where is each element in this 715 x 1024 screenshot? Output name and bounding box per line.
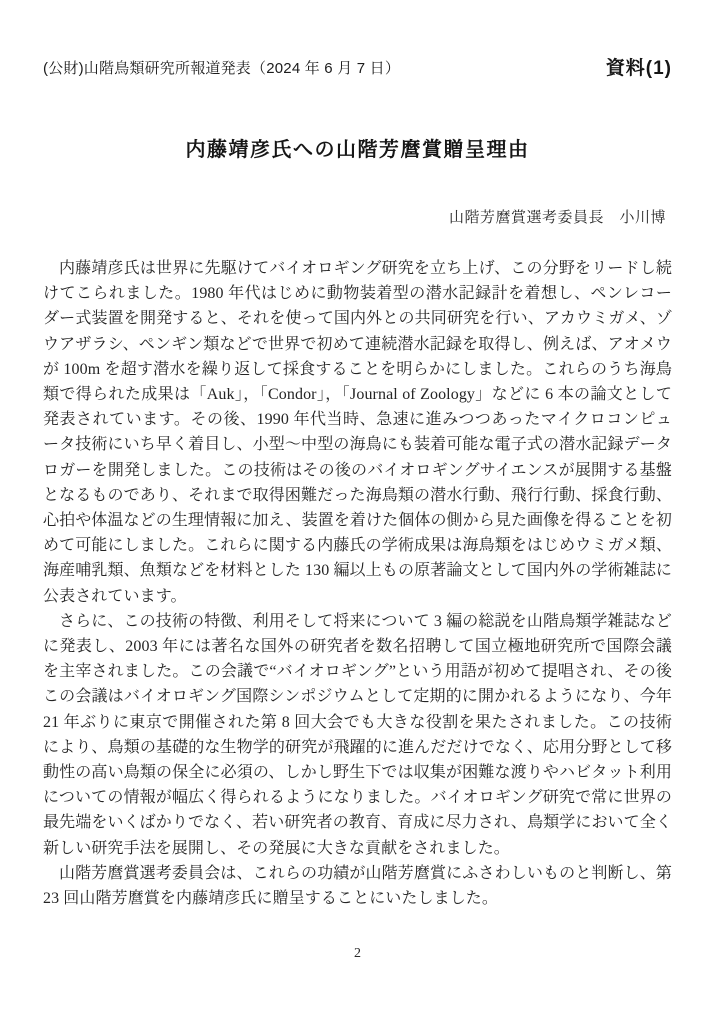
document-title: 内藤靖彦氏への山階芳麿賞贈呈理由 [185,139,530,161]
body-paragraph-1: 内藤靖彦氏は世界に先駆けてバイオロギング研究を立ち上げ、この分野をリードし続けてこられました。1980 年代はじめに動物装着型の潜水記録計を着想し、ペンレコーダー式装置を開発すると、それを使って国内外との共同研究を行い、アカウミガメ、ゾウアザラシ、ペンギン類などで世界で初めて連続潜水記録を取得し、例えば、アオメウが 100m を超す潜水を繰り返して採食することを明らかにしました。これらのうち海鳥類で得られた成果は「Auk」，「Condor」，「Journal of Zoology」などに 6 本の論文として発表されています。その後、1990 年代当時、急速に進みつつあったマイクロコンピュータ技術にいち早く着目し、小型～中型の海鳥にも装着可能な電子式の潜水記録データロガーを開発しました。この技術はその後のバイオロギングサイエンスが展開する基盤となるものであり、それまで取得困難だった海鳥類の潜水行動、飛行行動、採食行動、心拍や体温などの生理情報に加え、装置を着けた個体の側から見た画像を得ることを初めて可能にしました。これらに関する内藤氏の学術成果は海鳥類をはじめウミガメ類、海産哺乳類、魚類などを材料とした 130 編以上もの原著論文として国内外の学術雑誌に公表されています。 [43,260,672,605]
body-paragraph-2: さらに、この技術の特徴、利用そして将来について 3 編の総説を山階鳥類学雑誌などに発表し、2003 年には著名な国外の研究者を数名招聘して国立極地研究所で国際会議を主宰されました。この会議で“バイオロギング”という用語が初めて提唱され、その後この会議はバイオロギング国際シンポジウムとして定期的に開かれるようになり、今年 21 年ぶりに東京で開催された第 8 回大会でも大きな役割を果たされました。この技術により、鳥類の基礎的な生物学的研究が飛躍的に進んだだけでなく、応用分野として移動性の高い鳥類の保全に必須の、しかし野生下では収集が困難な渡りやハビタット利用についての情報が幅広く得られるようになりました。バイオロギング研究で常に世界の最先端をいくばかりでなく、若い研究者の教育、育成に尽力され、鳥類学において全く新しい研究手法を展開し、その発展に大きな貢献をされました。 [43,612,672,857]
page-number: 2 [354,946,361,961]
document-body [43,256,672,911]
publisher-dateline: (公財)山階鳥類研究所報道発表（2024 年 6 月 7 日） [43,60,401,77]
byline-committee-chair: 山階芳麿賞選考委員長 小川博 [448,210,666,226]
document-header [43,57,672,80]
body-paragraph-3: 山階芳麿賞選考委員会は、これらの功績が山階芳麿賞にふさわしいものと判断し、第 23 回山階芳麿賞を内藤靖彦氏に贈呈することにいたしました。 [43,864,672,908]
document-ref-label: 資料(1) [605,58,672,79]
